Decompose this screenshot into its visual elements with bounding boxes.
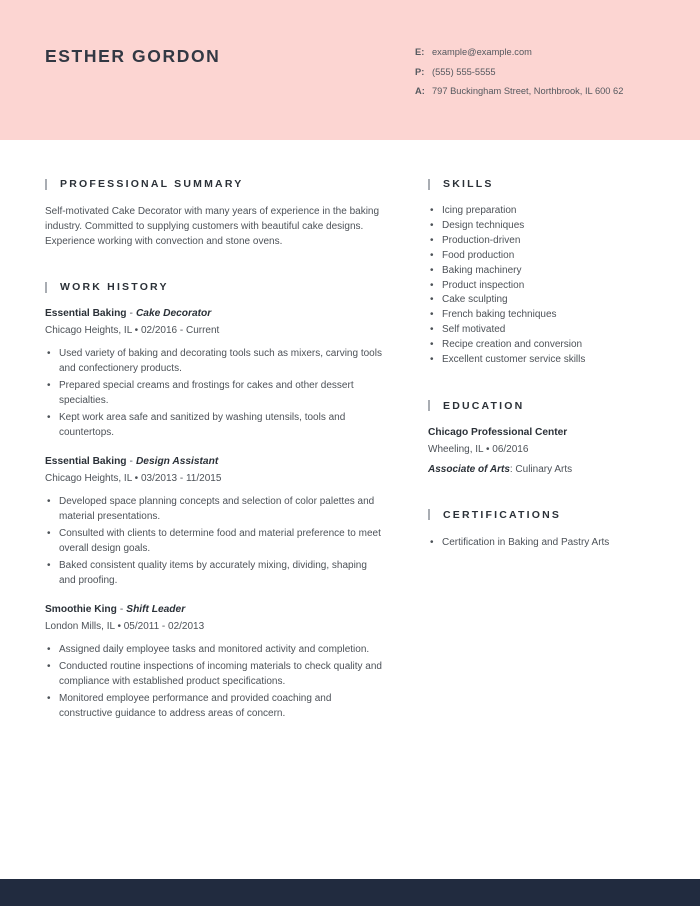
section-education bbox=[428, 400, 655, 477]
job-bullet-list bbox=[45, 642, 385, 721]
bullet-icon bbox=[428, 249, 442, 264]
bullet-icon bbox=[45, 410, 59, 440]
summary-heading bbox=[45, 178, 385, 190]
bullet-icon bbox=[45, 558, 59, 588]
bullet-icon bbox=[428, 535, 442, 550]
resume-body bbox=[0, 140, 700, 753]
education-school: Chicago Professional Center bbox=[428, 426, 568, 438]
job-bullet bbox=[45, 410, 385, 440]
job-company: Essential Baking bbox=[45, 308, 127, 319]
right-column bbox=[428, 178, 655, 753]
footer-band bbox=[0, 879, 700, 906]
address-value: 797 Buckingham Street, Northbrook, IL 600 62 bbox=[432, 86, 624, 96]
skill-text: French baking techniques bbox=[442, 309, 557, 321]
job-bullet-text: Used variety of baking and decorating tools such as mixers, carving tools and confectionery products. bbox=[59, 348, 382, 374]
bullet-icon bbox=[428, 204, 442, 219]
job-separator: - bbox=[129, 456, 133, 467]
skill-text: Production-driven bbox=[442, 234, 521, 246]
job-bullet bbox=[45, 378, 385, 408]
bullet-icon bbox=[428, 219, 442, 234]
job-bullet-text: Developed space planning concepts and selection of color palettes and material presentations. bbox=[59, 496, 375, 522]
education-heading-text: EDUCATION bbox=[443, 399, 525, 412]
job-entry bbox=[45, 603, 385, 721]
skills-list bbox=[428, 204, 655, 368]
job-entry bbox=[45, 307, 385, 440]
contact-row-phone bbox=[415, 66, 655, 80]
job-bullet-text: Assigned daily employee tasks and monitored activity and completion. bbox=[59, 644, 370, 655]
job-meta: Chicago Heights, IL • 03/2013 - 11/2015 bbox=[45, 473, 222, 484]
skill-item bbox=[428, 338, 655, 353]
contact-row-email bbox=[415, 46, 655, 60]
job-bullet-text: Monitored employee performance and provided coaching and constructive guidance to address areas of concern. bbox=[59, 693, 332, 719]
job-bullet-text: Conducted routine inspections of incoming materials to check quality and compliance with established product specifications. bbox=[59, 661, 382, 687]
skill-text: Food production bbox=[442, 249, 515, 261]
contact-row-address bbox=[415, 85, 655, 99]
left-column bbox=[45, 178, 385, 753]
skill-item bbox=[428, 279, 655, 294]
skill-text: Excellent customer service skills bbox=[442, 354, 586, 366]
job-separator: - bbox=[129, 308, 133, 319]
bullet-icon bbox=[428, 264, 442, 279]
job-title-line bbox=[45, 603, 385, 617]
bullet-icon bbox=[428, 353, 442, 368]
job-separator: - bbox=[119, 604, 124, 615]
skill-text: Design techniques bbox=[442, 219, 525, 231]
skill-text: Self motivated bbox=[442, 324, 506, 336]
job-entry bbox=[45, 455, 385, 588]
contact-block bbox=[415, 46, 655, 105]
job-bullet bbox=[45, 659, 385, 689]
job-bullet-list bbox=[45, 494, 385, 588]
skill-item bbox=[428, 249, 655, 264]
certifications-heading-text: CERTIFICATIONS bbox=[443, 508, 562, 521]
summary-heading-text: PROFESSIONAL SUMMARY bbox=[60, 178, 244, 190]
email-value: example@example.com bbox=[432, 47, 532, 57]
job-title-line bbox=[45, 455, 385, 469]
job-role: Design Assistant bbox=[135, 456, 219, 467]
candidate-name: ESTHER GORDON bbox=[45, 46, 221, 66]
job-bullet bbox=[45, 494, 385, 524]
bullet-icon bbox=[45, 346, 59, 376]
bullet-icon bbox=[428, 323, 442, 338]
job-bullet-text: Baked consistent quality items by accurately mixing, dividing, shaping and proofing. bbox=[59, 560, 367, 586]
job-bullet bbox=[45, 346, 385, 376]
skill-item bbox=[428, 219, 655, 234]
skill-text: Baking machinery bbox=[442, 264, 522, 276]
header-band bbox=[0, 0, 700, 140]
education-degree: Associate of Arts bbox=[428, 463, 510, 475]
certifications-heading bbox=[428, 509, 655, 521]
bullet-icon bbox=[45, 691, 59, 721]
job-bullet bbox=[45, 526, 385, 556]
job-bullet bbox=[45, 558, 385, 588]
heading-bar-icon bbox=[428, 179, 430, 190]
job-title-line bbox=[45, 307, 385, 321]
bullet-icon bbox=[45, 659, 59, 689]
skill-item bbox=[428, 353, 655, 368]
address-label: A: bbox=[415, 86, 425, 96]
heading-bar-icon bbox=[45, 179, 47, 190]
job-meta: London Mills, IL • 05/2011 - 02/2013 bbox=[45, 621, 205, 632]
certification-text: Certification in Baking and Pastry Arts bbox=[442, 536, 610, 548]
heading-bar-icon bbox=[428, 400, 430, 411]
bullet-icon bbox=[428, 293, 442, 308]
email-label: E: bbox=[415, 47, 425, 57]
skill-item bbox=[428, 308, 655, 323]
job-role: Shift Leader bbox=[126, 604, 186, 615]
skill-item bbox=[428, 293, 655, 308]
section-work-history bbox=[45, 281, 385, 721]
phone-label: P: bbox=[415, 66, 425, 77]
skill-item bbox=[428, 204, 655, 219]
skills-heading-text: SKILLS bbox=[443, 178, 494, 190]
certifications-list bbox=[428, 535, 655, 550]
job-company: Smoothie King bbox=[45, 604, 117, 615]
skill-item bbox=[428, 234, 655, 249]
skill-item bbox=[428, 264, 655, 279]
bullet-icon bbox=[428, 234, 442, 249]
job-bullet bbox=[45, 691, 385, 721]
work-history-heading-text: WORK HISTORY bbox=[60, 281, 169, 293]
education-meta: Wheeling, IL • 06/2016 bbox=[428, 443, 529, 455]
bullet-icon bbox=[428, 338, 442, 353]
job-bullet-text: Prepared special creams and frostings for cakes and other dessert specialties. bbox=[59, 380, 354, 406]
job-bullet-text: Kept work area safe and sanitized by washing utensils, tools and countertops. bbox=[59, 412, 346, 438]
phone-value: (555) 555-5555 bbox=[432, 66, 496, 77]
job-meta: Chicago Heights, IL • 02/2016 - Current bbox=[45, 325, 220, 336]
bullet-icon bbox=[428, 279, 442, 294]
job-company: Essential Baking bbox=[45, 456, 127, 467]
skill-text: Cake sculpting bbox=[442, 294, 508, 306]
skill-item bbox=[428, 323, 655, 338]
job-bullet-text: Consulted with clients to determine food and material preference to meet overall design goals. bbox=[59, 528, 381, 554]
section-certifications bbox=[428, 509, 655, 550]
section-professional-summary bbox=[45, 178, 385, 249]
bullet-icon bbox=[45, 378, 59, 408]
skill-text: Icing preparation bbox=[442, 205, 517, 216]
job-bullet-list bbox=[45, 346, 385, 440]
certification-item bbox=[428, 535, 655, 550]
bullet-icon bbox=[45, 494, 59, 524]
education-degree-detail: : Culinary Arts bbox=[509, 463, 573, 475]
bullet-icon bbox=[428, 308, 442, 323]
job-role: Cake Decorator bbox=[135, 308, 212, 319]
education-heading bbox=[428, 400, 655, 412]
education-degree-line bbox=[428, 463, 655, 477]
heading-bar-icon bbox=[428, 509, 430, 520]
summary-text: Self-motivated Cake Decorator with many years of experience in the baking industry. Committed to supplying customers with beautiful cake designs. Experience working with convection and stone ovens. bbox=[45, 206, 380, 247]
skill-text: Recipe creation and conversion bbox=[442, 339, 583, 351]
heading-bar-icon bbox=[45, 282, 47, 293]
skills-heading bbox=[428, 178, 655, 190]
skill-text: Product inspection bbox=[442, 279, 525, 291]
work-history-heading bbox=[45, 281, 385, 293]
job-bullet bbox=[45, 642, 385, 657]
bullet-icon bbox=[45, 526, 59, 556]
bullet-icon bbox=[45, 642, 59, 657]
section-skills bbox=[428, 178, 655, 368]
